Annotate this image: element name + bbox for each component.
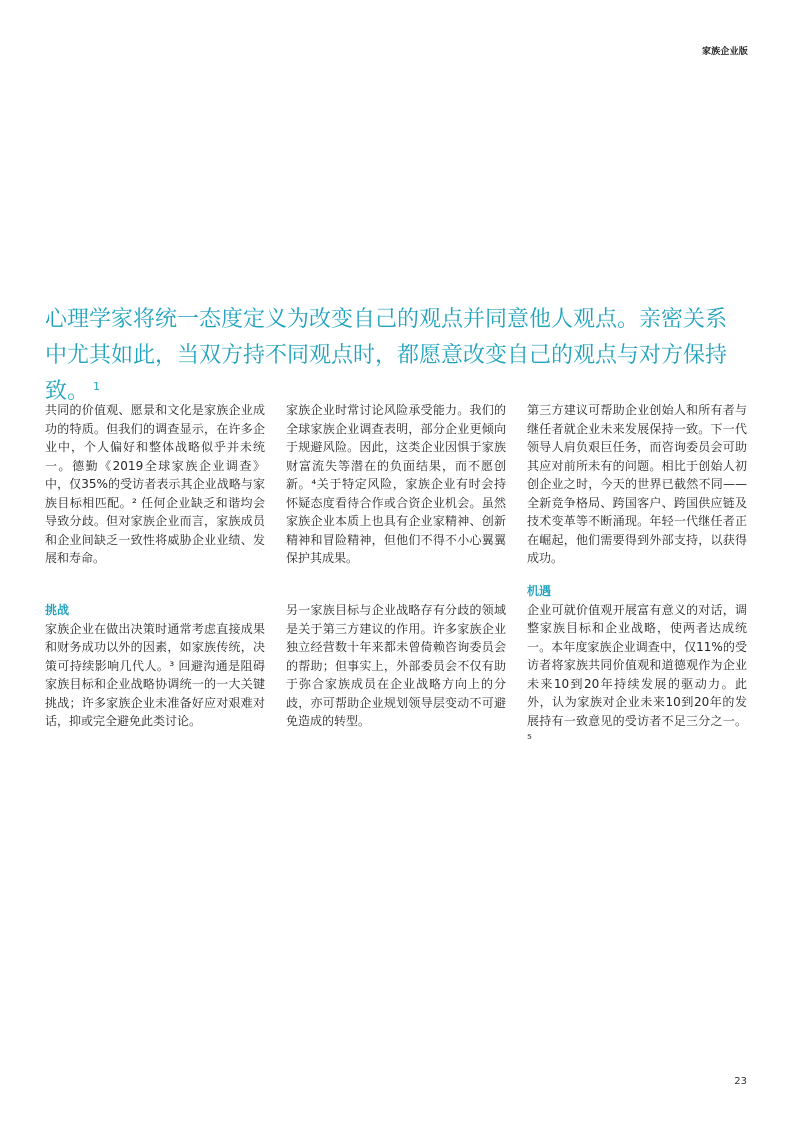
paragraph: 家族企业时常讨论风险承受能力。我们的全球家族企业调查表明，部分企业更倾向于规避风险。因此，这类企业因惧于家族财富流失等潜在的负面结果，而不愿创新。⁴关于特定风险，家族企业有时会持怀疑态度看待合作或合资企业机会。虽然家族企业本质上也具有企业家精神、创新精神和冒险精神，但他们不得不小心翼翼保护其成果。	[286, 403, 506, 565]
section-heading-challenge: 挑战	[45, 603, 70, 617]
body-column-2-advice	[286, 601, 506, 731]
paragraph: 共同的价值观、愿景和文化是家族企业成功的特质。但我们的调查显示，在许多企业中，个人偏好和整体战略似乎并未统一。德勤《2019全球家族企业调查》中，仅35%的受访者表示其企业战略与家族目标相匹配。² 任何企业缺乏和谐均会导致分歧。但对家族企业而言，家族成员和企业间缺乏一致性将威胁企业业绩、发展和寿命。	[45, 403, 265, 565]
pull-quote-text: 心理学家将统一态度定义为改变自己的观点并同意他人观点。亲密关系中尤其如此，当双方持不同观点时，都愿意改变自己的观点与对方保持致。	[45, 307, 728, 404]
body-column-3	[527, 401, 747, 568]
paragraph: 另一家族目标与企业战略存有分歧的领域是关于第三方建议的作用。许多家族企业独立经营数十年来都未曾倚赖咨询委员会的帮助；但事实上，外部委员会不仅有助于弥合家族成员在企业战略方向上的分歧，亦可帮助企业规划领导层变动不可避免造成的转型。	[286, 603, 506, 728]
section-label: 家族企业版	[701, 47, 748, 57]
body-column-1	[45, 401, 265, 568]
paragraph: 企业可就价值观开展富有意义的对话，调整家族目标和企业战略，使两者达成统一。本年度家族企业调查中，仅11%的受访者将家族共同价值观和道德观作为企业未来10到20年持续发展的驱动力。此外，认为家族对企业未来10到20年的发展持有一致意见的受访者不足三分之一。⁵	[527, 602, 747, 746]
footnote-ref: 1	[93, 379, 101, 393]
body-column-3-opportunity	[527, 582, 747, 749]
pull-quote	[45, 302, 745, 410]
body-column-2	[286, 401, 506, 568]
paragraph: 第三方建议可帮助企业创始人和所有者与继任者就企业未来发展保持一致。下一代领导人肩负艰巨任务，而咨询委员会可助其应对前所未有的问题。相比于创始人初创企业之时，今天的世界已截然不同——全新竞争格局、跨国客户、跨国供应链及技术变革等不断涌现。年轻一代继任者正在崛起，他们需要得到外部支持，以获得成功。	[527, 403, 747, 565]
paragraph: 家族企业在做出决策时通常考虑直接成果和财务成功以外的因素，如家族传统，决策可持续影响几代人。³ 回避沟通是阻碍家族目标和企业战略协调统一的一大关键挑战；许多家族企业未准备好应对艰难对话，抑或完全避免此类讨论。	[45, 621, 265, 728]
body-column-1-challenge	[45, 601, 265, 731]
page-number: 23	[734, 1076, 747, 1087]
section-heading-opportunity: 机遇	[527, 584, 552, 598]
